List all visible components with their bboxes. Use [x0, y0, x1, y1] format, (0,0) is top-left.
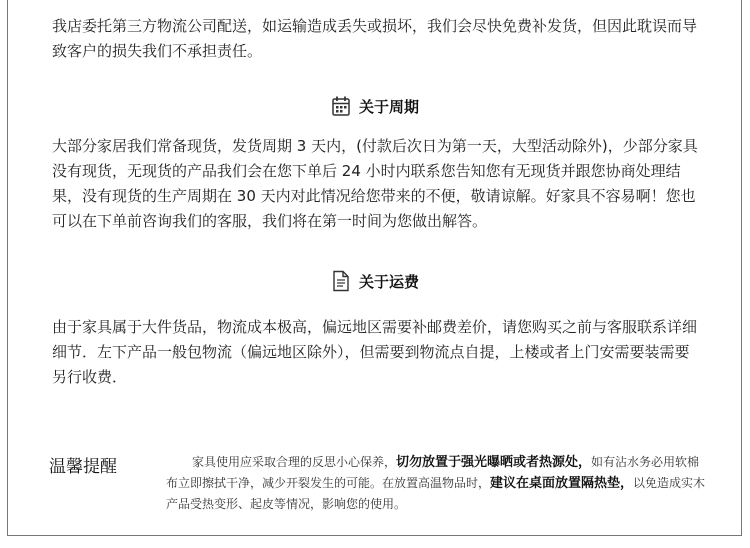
shipping-description: 由于家具属于大件货品，物流成本极高，偏远地区需要补邮费差价，请您购买之前与客服联系详细细节．左下产品一般包物流（偏远地区除外），但需要到物流点自提，上楼或者上门安需要装需要另行收费．: [52, 318, 698, 386]
tips-text: 以免造成实木产品受热变形、起皮等情况，影响您的使用。: [166, 476, 706, 511]
section-title: 关于周期: [358, 97, 419, 116]
section-heading-shipping: [0, 270, 750, 292]
tips-body: [166, 452, 706, 515]
delivery-notice: 我店委托第三方物流公司配送，如运输造成丢失或损坏，我们会尽快免费补发货，但因此耽误而导致客户的损失我们不承担责任。: [52, 17, 698, 60]
section-title: 关于运费: [358, 272, 419, 291]
calendar-icon: [331, 95, 351, 117]
document-icon: [331, 270, 351, 292]
tips-emphasis: 建议在桌面放置隔热垫，: [490, 476, 634, 491]
cycle-description: 大部分家居我们常备现货，发货周期 3 天内，(付款后次日为第一天，大型活动除外)，少部分家具没有现货，无现货的产品我们会在您下单后 24 小时内联系您告知您有无现货并跟您协商处理结果，没有现货的生产周期在 30 天内对此情况给您带来的不便，敬请谅解。好家具不容易啊！您也可以在下单前咨询我们的客服，我们将在第一时间为您做出解答。: [52, 137, 698, 230]
section-heading-cycle: [0, 95, 750, 117]
tips-text: 如有沾水务必用软棉布立即擦拭干净，减少开裂发生的可能。在放置高温物品时，: [166, 455, 700, 490]
tips-emphasis: 切勿放置于强光曝晒或者热源处，: [396, 455, 592, 470]
tips-text: 家具使用应采取合理的反思小心保养，: [192, 455, 397, 469]
tips-title: 温馨提醒: [49, 457, 117, 477]
